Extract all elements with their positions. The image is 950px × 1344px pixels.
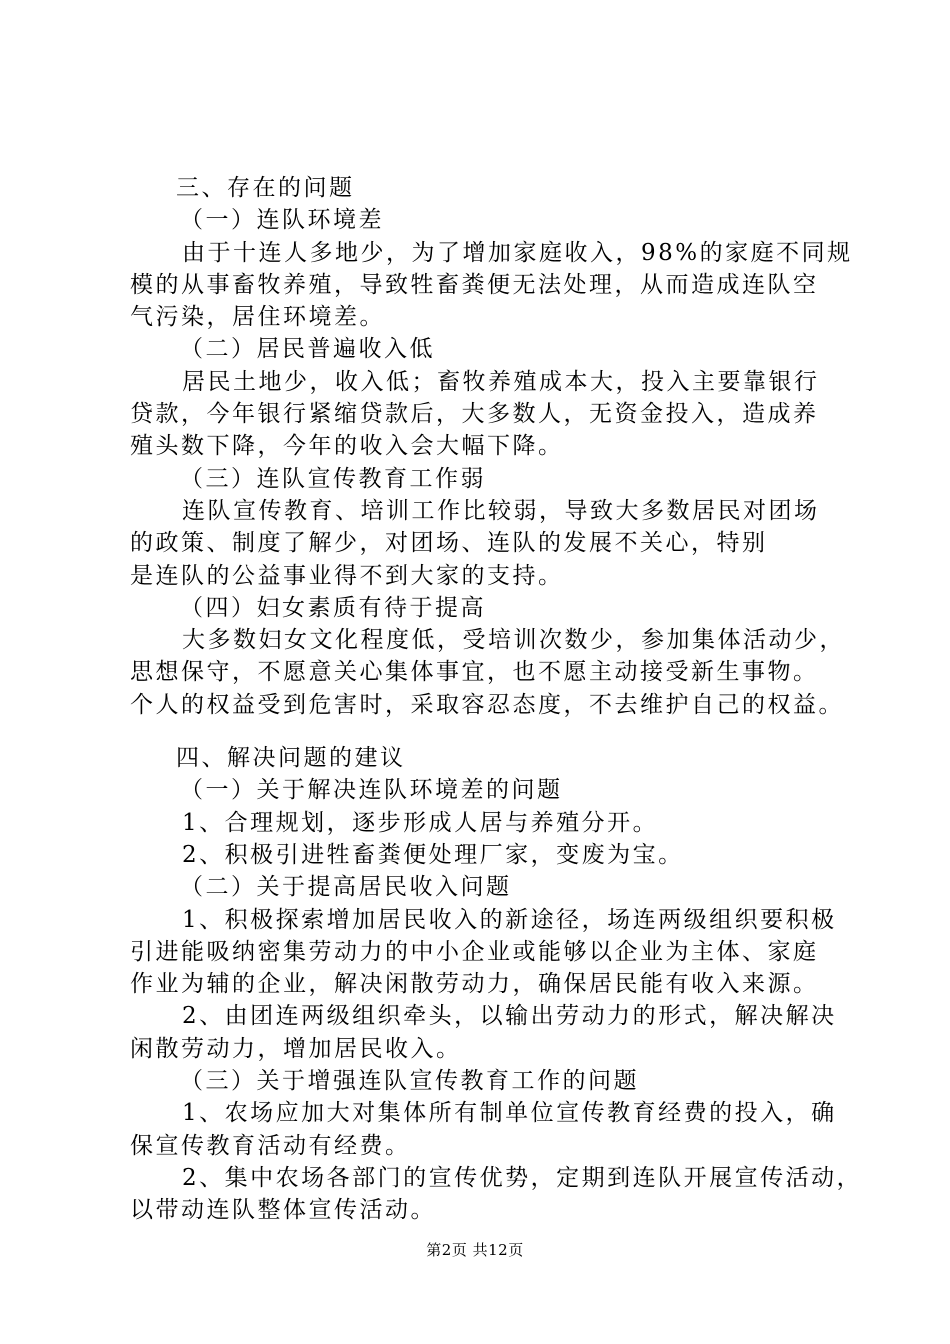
paragraph-line: 连队宣传教育、培训工作比较弱，导致大多数居民对团场 bbox=[182, 497, 820, 524]
paragraph-line: 模的从事畜牧养殖，导致牲畜粪便无法处理，从而造成连队空 bbox=[130, 271, 819, 298]
paragraph-line: 保宣传教育活动有经费。 bbox=[130, 1132, 411, 1159]
paragraph-line: 闲散劳动力，增加居民收入。 bbox=[130, 1035, 462, 1062]
paragraph-line: 思想保守，不愿意关心集体事宜，也不愿主动接受新生事物。 bbox=[130, 659, 819, 686]
paragraph-line: 贷款，今年银行紧缩贷款后，大多数人，无资金投入，造成养 bbox=[130, 401, 819, 428]
paragraph-line: 1、农场应加大对集体所有制单位宣传教育经费的投入，确 bbox=[182, 1100, 837, 1127]
paragraph-line: 气污染，居住环境差。 bbox=[130, 304, 385, 331]
subsection-title: （三）关于增强连队宣传教育工作的问题 bbox=[180, 1068, 639, 1095]
page-footer bbox=[0, 1240, 950, 1260]
page-number: 第2页 共12页 bbox=[426, 1241, 524, 1259]
subsection-title: （一）连队环境差 bbox=[180, 207, 384, 234]
subsection-title: （四）妇女素质有待于提高 bbox=[180, 594, 486, 621]
paragraph-line: 2、积极引进牲畜粪便处理厂家，变废为宝。 bbox=[182, 841, 684, 868]
subsection-title: （三）连队宣传教育工作弱 bbox=[180, 465, 486, 492]
paragraph-line: 的政策、制度了解少，对团场、连队的发展不关心，特别 bbox=[130, 530, 768, 557]
document-body bbox=[130, 172, 863, 1227]
paragraph-line: 1、积极探索增加居民收入的新途径，场连两级组织要积极 bbox=[182, 906, 837, 933]
paragraph-line: 居民土地少，收入低；畜牧养殖成本大，投入主要靠银行 bbox=[182, 368, 820, 395]
section-spacer bbox=[130, 721, 850, 742]
paragraph-line: 个人的权益受到危害时，采取容忍态度，不去维护自己的权益。 bbox=[130, 691, 844, 718]
subsection-title: （二）居民普遍收入低 bbox=[180, 336, 435, 363]
paragraph-line: 以带动连队整体宣传活动。 bbox=[130, 1197, 436, 1224]
paragraph-line: 是连队的公益事业得不到大家的支持。 bbox=[130, 562, 564, 589]
section-heading: 四、解决问题的建议 bbox=[176, 745, 406, 772]
paragraph-line: 引进能吸纳密集劳动力的中小企业或能够以企业为主体、家庭 bbox=[130, 938, 819, 965]
section-heading: 三、存在的问题 bbox=[176, 175, 355, 201]
paragraph-line: 1、合理规划，逐步形成人居与养殖分开。 bbox=[182, 809, 659, 836]
paragraph-line: 大多数妇女文化程度低，受培训次数少，参加集体活动少， bbox=[182, 627, 845, 654]
subsection-title: （一）关于解决连队环境差的问题 bbox=[180, 777, 563, 804]
paragraph-line: 2、由团连两级组织牵头，以输出劳动力的形式，解决解决 bbox=[182, 1003, 837, 1030]
paragraph-line: 作业为辅的企业，解决闲散劳动力，确保居民能有收入来源。 bbox=[130, 971, 819, 998]
paragraph-line: 殖头数下降，今年的收入会大幅下降。 bbox=[130, 433, 564, 460]
paragraph-line: 2、集中农场各部门的宣传优势，定期到连队开展宣传活动， bbox=[182, 1164, 863, 1191]
subsection-title: （二）关于提高居民收入问题 bbox=[180, 874, 512, 901]
paragraph-line: 由于十连人多地少，为了增加家庭收入，98%的家庭不同规 bbox=[182, 239, 853, 266]
